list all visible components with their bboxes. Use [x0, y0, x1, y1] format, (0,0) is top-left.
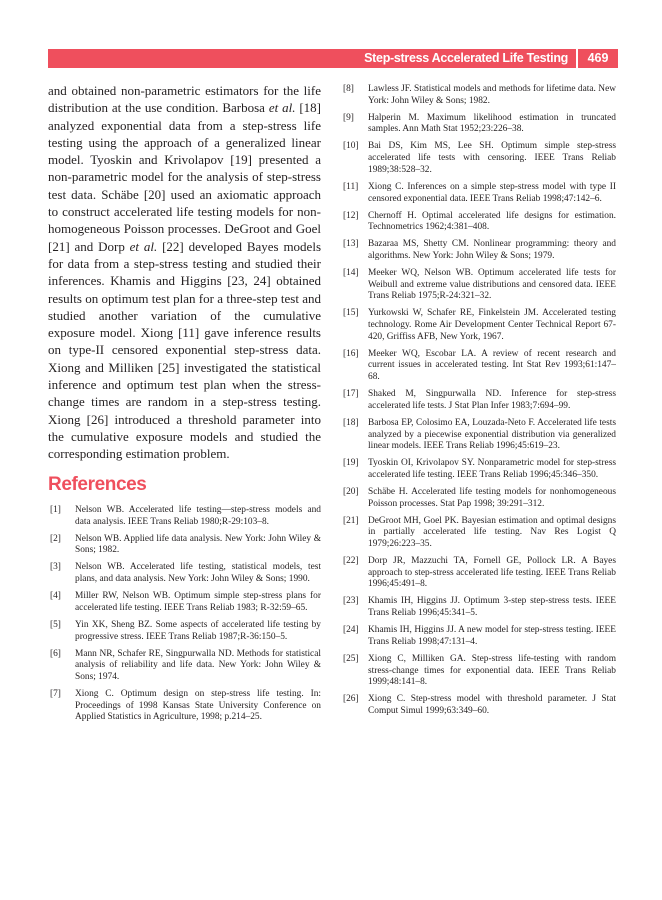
reference-item — [50, 591, 321, 614]
reference-number: [3] — [50, 562, 61, 573]
reference-number: [21] — [343, 515, 359, 526]
references-heading: References — [48, 474, 147, 495]
reference-text: Dorp JR, Mazzuchi TA, Fornell GE, Pollock LR. A Bayes approach to step-stress accelerated life testing. IEEE Trans Reliab 1996;45:491–8. — [368, 556, 616, 590]
reference-text: Tyoskin OI, Krivolapov SY. Nonparametric model for step-stress accelerated life testing. IEEE Trans Reliab 1996;45:346–350. — [368, 458, 616, 480]
reference-number: [13] — [343, 239, 359, 250]
references-list-left — [50, 505, 321, 729]
body-text-part: [22] developed Bayes models for data from a step-stress testing and studied their inferences. Khamis and Higgins [23, 24] obtained results on optimum test plan for a three-step test and studied another variation of the cumulative exposure model. Xiong [11] gave inference results on type-II censored exponential step-stress data. Xiong and Milliken [25] investigated the statistical inference and optimum test plan when the stress-change times are random in a step-stress testing. Xiong [26] introduced a threshold parameter into the cumulative exposure models and studied the corresponding estimation problem. — [48, 238, 321, 462]
reference-number: [9] — [343, 112, 354, 123]
reference-item — [343, 268, 616, 303]
reference-number: [8] — [343, 84, 354, 94]
reference-item — [343, 84, 616, 107]
reference-item — [343, 654, 616, 689]
reference-item — [343, 694, 616, 717]
reference-item — [343, 418, 616, 453]
reference-item — [50, 649, 321, 684]
reference-text: Xiong C. Inferences on a simple step-stress model with type II censored exponential data. IEEE Trans Reliab 1998;47:142–6. — [368, 181, 616, 204]
reference-item — [343, 389, 616, 412]
reference-text: Meeker WQ, Nelson WB. Optimum accelerated life tests for Weibull and extreme value distributions and censored data. IEEE Trans Reliab 1975;R-24:321–32. — [368, 267, 616, 302]
body-text-part: and obtained non-parametric estimators for the life distribution at the use condition. Barbosa — [48, 83, 321, 116]
reference-number: [4] — [50, 591, 61, 602]
reference-item — [343, 239, 616, 262]
page-number: 469 — [587, 51, 609, 65]
reference-item — [343, 141, 616, 176]
reference-item — [343, 625, 616, 648]
reference-item — [343, 308, 616, 343]
reference-number: [14] — [343, 267, 359, 278]
reference-item — [343, 349, 616, 384]
references-list-right — [343, 84, 616, 723]
reference-number: [18] — [343, 417, 359, 428]
reference-number: [5] — [50, 619, 61, 630]
reference-item — [50, 505, 321, 528]
reference-text: Nelson WB. Applied life data analysis. New York: John Wiley & Sons; 1982. — [75, 533, 321, 556]
reference-text: Nelson WB. Accelerated life testing, statistical models, test plans, and data analysis. New York: John Wiley & Sons; 1990. — [75, 562, 321, 585]
reference-number: [10] — [343, 141, 359, 152]
reference-item — [50, 620, 321, 643]
reference-text: Bazaraa MS, Shetty CM. Nonlinear programming: theory and algorithms. New York: John Wiley & Sons; 1979. — [368, 239, 616, 261]
reference-text: Schäbe H. Accelerated life testing models for nonhomogeneous Poisson processes. Stat Pap 1998; 39:291–312. — [368, 486, 616, 509]
reference-text: Meeker WQ, Escobar LA. A review of recent research and current issues in accelerated testing. Int Stat Rev 1993;61:147–68. — [368, 348, 616, 383]
running-header — [48, 49, 618, 68]
reference-text: Barbosa EP, Colosimo EA, Louzada-Neto F. Accelerated life tests analyzed by a piecewise exponential distribution via generalized linear models. IEEE Trans Reliab 1996;45:619–23. — [368, 417, 616, 452]
reference-text: Bai DS, Kim MS, Lee SH. Optimum simple step-stress accelerated life tests with censoring. IEEE Trans Reliab 1989;38:528–32. — [368, 141, 616, 175]
reference-number: [24] — [343, 625, 359, 636]
body-paragraph — [48, 82, 321, 463]
reference-text: Khamis IH, Higgins JJ. Optimum 3-step step-stress tests. IEEE Trans Reliab 1996;45:341–5. — [368, 596, 616, 619]
reference-number: [11] — [343, 181, 359, 192]
reference-number: [2] — [50, 533, 61, 544]
reference-text: Lawless JF. Statistical models and methods for lifetime data. New York: John Wiley & Sons; 1982. — [368, 84, 616, 106]
reference-number: [1] — [50, 505, 61, 515]
reference-text: Chernoff H. Optimal accelerated life designs for estimation. Technometrics 1962;4:381–408. — [368, 210, 616, 233]
reference-number: [26] — [343, 694, 359, 705]
reference-number: [19] — [343, 458, 359, 469]
reference-item — [343, 182, 616, 205]
body-column — [48, 82, 321, 463]
body-text-italic: et al. — [129, 238, 158, 254]
reference-item — [50, 534, 321, 557]
reference-number: [16] — [343, 348, 359, 359]
reference-item — [343, 556, 616, 591]
reference-item — [343, 458, 616, 481]
reference-text: Xiong C, Milliken GA. Step-stress life-testing with random stress-change times for exponential data. IEEE Trans Reliab 1999;48:141–8. — [368, 653, 616, 688]
reference-item — [50, 562, 321, 585]
reference-text: Shaked M, Singpurwalla ND. Inference for step-stress accelerated life tests. J Stat Plan Infer 1983;7:694–99. — [368, 389, 616, 411]
reference-number: [22] — [343, 556, 359, 567]
body-text-italic: et al. — [268, 100, 296, 116]
reference-text: Yurkowski W, Schafer RE, Finkelstein JM. Accelerated testing technology. Rome Air Development Center Technical Report 67-420, Griffiss AFB, New York, 1967. — [368, 308, 616, 342]
reference-number: [23] — [343, 596, 359, 607]
reference-text: Xiong C. Optimum design on step-stress life testing. In: Proceedings of 1998 Kansas State University Conference on Applied Statistics in Agriculture, 1998; p.214–25. — [75, 688, 321, 723]
reference-item — [343, 113, 616, 136]
running-title: Step-stress Accelerated Life Testing — [364, 51, 568, 65]
reference-number: [12] — [343, 210, 359, 221]
reference-text: Xiong C. Step-stress model with threshold parameter. J Stat Comput Simul 1999;63:349–60. — [368, 694, 616, 716]
reference-item — [343, 596, 616, 619]
reference-text: Mann NR, Schafer RE, Singpurwalla ND. Methods for statistical analysis of reliability and life data. New York: John Wiley & Sons; 1974. — [75, 648, 321, 682]
reference-number: [17] — [343, 389, 359, 400]
reference-number: [25] — [343, 653, 359, 664]
body-text-part: [18] analyzed exponential data from a step-stress life testing using the approach of a generalized linear model. Tyoskin and Krivolapov [19] presented a non-parametric model for the analysis of step-stress test data. Schäbe [20] used an axiomatic approach to construct accelerated life testing models for non-homogeneous Poisson processes. DeGroot and Goel [21] and Dorp — [48, 100, 321, 254]
reference-text: Yin XK, Sheng BZ. Some aspects of accelerated life testing by progressive stress. IEEE Trans Reliab 1987;R-36:150–5. — [75, 619, 321, 642]
reference-item — [343, 211, 616, 234]
reference-text: Halperin M. Maximum likelihood estimation in truncated samples. Ann Math Stat 1952;23:226–38. — [368, 112, 616, 135]
reference-text: Nelson WB. Accelerated life testing—step-stress models and data analysis. IEEE Trans Reliab 1980;R-29:103–8. — [75, 505, 321, 527]
reference-text: Khamis IH, Higgins JJ. A new model for step-stress testing. IEEE Trans Reliab 1998;47:131–4. — [368, 625, 616, 647]
reference-number: [7] — [50, 688, 61, 699]
reference-item — [50, 689, 321, 724]
reference-item — [343, 487, 616, 510]
reference-number: [15] — [343, 308, 359, 319]
reference-number: [6] — [50, 648, 61, 659]
reference-number: [20] — [343, 486, 359, 497]
reference-item — [343, 516, 616, 551]
reference-text: DeGroot MH, Goel PK. Bayesian estimation and optimal designs in partially accelerated life testing. Nav Res Logist Q 1979;26:223–35. — [368, 515, 616, 550]
reference-text: Miller RW, Nelson WB. Optimum simple step-stress plans for accelerated life testing. IEEE Trans Reliab 1983; R-32:59–65. — [75, 591, 321, 613]
